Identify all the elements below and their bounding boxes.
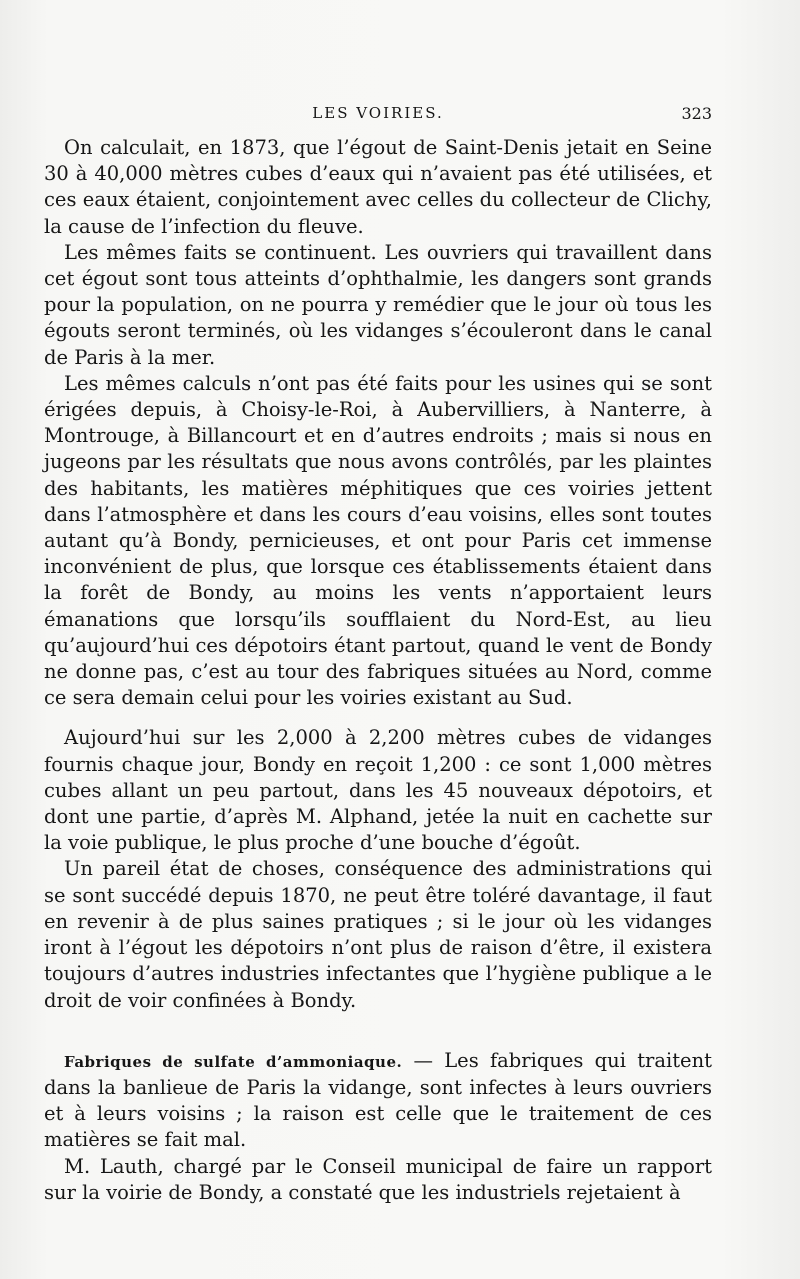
paragraph-gap	[44, 711, 712, 725]
paragraph-3: Les mêmes calculs n’ont pas été faits pour les usines qui se sont érigées depuis, à Choisy-le-Roi, à Aubervilliers, à Nanterre, à Montrouge, à Billancourt et en d’autres endroits ; mais si nous en jugeons par les résultats que nous avons contrôlés, par les plaintes des habitants, les matières méphitiques que ces voiries jettent dans l’atmosphère et dans les cours d’eau voisins, elles sont toutes autant qu’à Bondy, pernicieuses, et ont pour Paris cet immense inconvénient de plus, que lorsque ces établissements étaient dans la forêt de Bondy, au moins les vents n’apportaient leurs émanations que lorsqu’ils soufflaient du Nord-Est, au lieu qu’aujourd’hui ces dépotoirs étant partout, quand le vent de Bondy ne donne pas, c’est au tour des fabriques situées au Nord, comme ce sera demain celui pour les voiries existant au Sud.	[44, 371, 712, 710]
paragraph-2: Les mêmes faits se continuent. Les ouvriers qui travaillent dans cet égout sont tous atteints d’ophthalmie, les dangers sont grands pour la population, on ne pourra y remédier que le jour où tous les égouts seront terminés, où les vidanges s’écouleront dans le canal de Paris à la mer.	[44, 240, 712, 369]
paragraph-1: On calculait, en 1873, que l’égout de Saint-Denis jetait en Seine 30 à 40,000 mètres cubes d’eaux qui n’avaient pas été utilisées, et ces eaux étaient, conjointement avec celles du collecteur de Clichy, la cause de l’infection du fleuve.	[44, 136, 712, 238]
section-gap	[44, 1014, 712, 1048]
body-text	[44, 135, 712, 1206]
running-title: LES VOIRIES.	[312, 104, 444, 122]
section-text: — Les fabriques qui traitent dans la banlieue de Paris la vidange, sont infectes à leurs ouvriers et à leurs voisins ; la raison est celle que le traitement de ces matières se fait mal.	[44, 1048, 712, 1152]
paragraph-5: Un pareil état de choses, conséquence des administrations qui se sont succédé depuis 1870, ne peut être toléré davantage, il faut en revenir à de plus saines pratiques ; si le jour où les vidanges iront à l’égout les dépotoirs n’ont plus de raison d’être, il existera toujours d’autres industries infectantes que l’hygiène publique a le droit de voir confinées à Bondy.	[44, 857, 712, 1012]
page-number: 323	[681, 104, 712, 123]
paragraph-last: M. Lauth, chargé par le Conseil municipal de faire un rapport sur la voirie de Bondy, a constaté que les industriels rejetaient à	[44, 1154, 712, 1204]
section-heading: Fabriques de sulfate d’ammoniaque.	[64, 1052, 403, 1071]
page-header	[44, 104, 712, 130]
paragraph-4: Aujourd’hui sur les 2,000 à 2,200 mètres cubes de vidanges fournis chaque jour, Bondy en reçoit 1,200 : ce sont 1,000 mètres cubes allant un peu partout, dans les 45 nouveaux dépotoirs, et dont une partie, d’après M. Alphand, jetée la nuit en cachette sur la voie publique, le plus proche d’une bouche d’égoût.	[44, 726, 712, 855]
section-paragraph	[44, 1048, 712, 1154]
